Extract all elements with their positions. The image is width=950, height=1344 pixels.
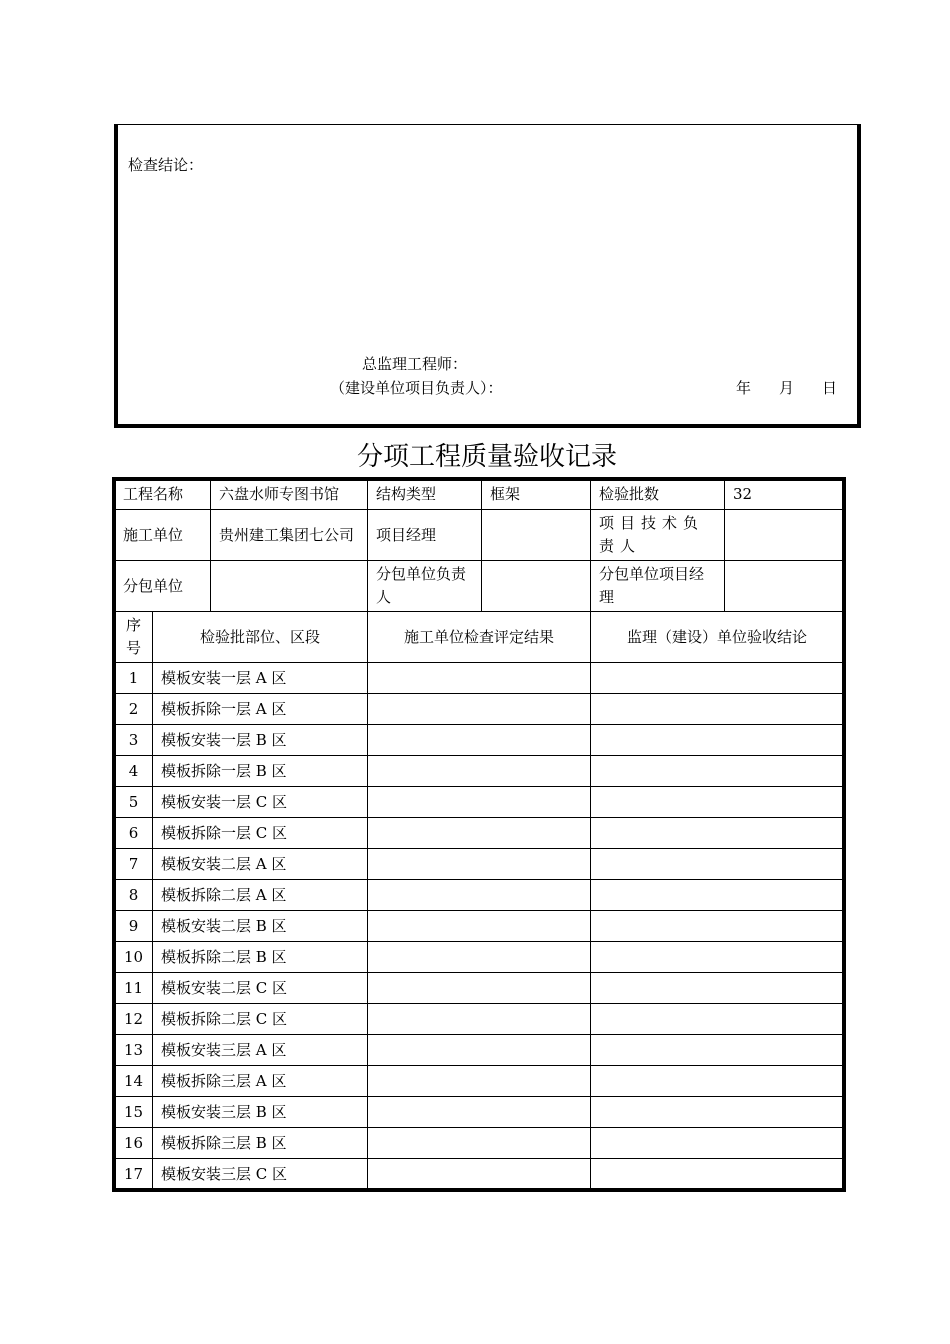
row-self-check [368, 1035, 591, 1066]
row-part: 模板安装二层 B 区 [153, 911, 368, 942]
row-part: 模板拆除三层 A 区 [153, 1066, 368, 1097]
row-self-check [368, 787, 591, 818]
row-supervision [591, 1097, 844, 1128]
row-number: 7 [115, 849, 153, 880]
subcontractor-lead-label: 分包单位负责人 [368, 561, 482, 612]
project-name-label: 工程名称 [115, 480, 211, 510]
project-name-value: 六盘水师专图书馆 [211, 480, 368, 510]
technical-lead-label: 项目技术负责人 [591, 510, 725, 561]
row-supervision [591, 942, 844, 973]
structure-type-value: 框架 [482, 480, 591, 510]
row-self-check [368, 1097, 591, 1128]
row-supervision [591, 787, 844, 818]
row-supervision [591, 849, 844, 880]
table-row [115, 756, 844, 787]
chief-engineer-label: 总监理工程师： [362, 355, 468, 373]
row-part: 模板安装一层 B 区 [153, 725, 368, 756]
row-supervision [591, 1159, 844, 1190]
row-number: 11 [115, 973, 153, 1004]
row-self-check [368, 1159, 591, 1190]
project-manager-label: 项目经理 [368, 510, 482, 561]
seq-header: 序号 [115, 612, 153, 663]
table-row [115, 880, 844, 911]
row-part: 模板拆除一层 B 区 [153, 756, 368, 787]
row-self-check [368, 849, 591, 880]
row-part: 模板拆除一层 C 区 [153, 818, 368, 849]
row-number: 6 [115, 818, 153, 849]
row-part: 模板安装三层 A 区 [153, 1035, 368, 1066]
row-self-check [368, 911, 591, 942]
self-check-header: 施工单位检查评定结果 [368, 612, 591, 663]
row-self-check [368, 725, 591, 756]
row-part: 模板安装二层 A 区 [153, 849, 368, 880]
row-self-check [368, 973, 591, 1004]
row-number: 16 [115, 1128, 153, 1159]
row-self-check [368, 1004, 591, 1035]
subcontractor-label: 分包单位 [115, 561, 211, 612]
supervision-header: 监理（建设）单位验收结论 [591, 612, 844, 663]
table-row [115, 1035, 844, 1066]
row-self-check [368, 1128, 591, 1159]
table-row [115, 911, 844, 942]
row-part: 模板拆除三层 B 区 [153, 1128, 368, 1159]
subcontractor-pm-label: 分包单位项目经理 [591, 561, 725, 612]
row-self-check [368, 663, 591, 694]
table-row [115, 973, 844, 1004]
row-number: 8 [115, 880, 153, 911]
day-label: 日 [821, 379, 837, 397]
month-label: 月 [778, 379, 794, 397]
column-header-row [115, 612, 844, 663]
project-manager-value [482, 510, 591, 561]
technical-lead-value [725, 510, 844, 561]
table-row [115, 942, 844, 973]
table-row [115, 1097, 844, 1128]
row-number: 12 [115, 1004, 153, 1035]
row-supervision [591, 725, 844, 756]
row-self-check [368, 818, 591, 849]
row-number: 1 [115, 663, 153, 694]
row-number: 2 [115, 694, 153, 725]
batch-count-label: 检验批数 [591, 480, 725, 510]
year-label: 年 [735, 379, 751, 397]
table-row [115, 787, 844, 818]
table-row [115, 663, 844, 694]
contractor-value: 贵州建工集团七公司 [211, 510, 368, 561]
row-supervision [591, 1128, 844, 1159]
info-row-subcontractor [115, 561, 844, 612]
row-supervision [591, 1004, 844, 1035]
table-row [115, 694, 844, 725]
row-number: 14 [115, 1066, 153, 1097]
row-part: 模板安装二层 C 区 [153, 973, 368, 1004]
row-self-check [368, 942, 591, 973]
row-part: 模板拆除二层 C 区 [153, 1004, 368, 1035]
row-supervision [591, 973, 844, 1004]
row-supervision [591, 1035, 844, 1066]
inspection-conclusion-box [114, 124, 861, 428]
table-row [115, 1128, 844, 1159]
table-row [115, 725, 844, 756]
row-self-check [368, 694, 591, 725]
table-row [115, 818, 844, 849]
subcontractor-value [211, 561, 368, 612]
row-supervision [591, 694, 844, 725]
row-self-check [368, 1066, 591, 1097]
info-row-project [115, 480, 844, 510]
row-supervision [591, 880, 844, 911]
row-part: 模板安装三层 B 区 [153, 1097, 368, 1128]
row-number: 9 [115, 911, 153, 942]
row-part: 模板拆除二层 B 区 [153, 942, 368, 973]
subcontractor-pm-value [725, 561, 844, 612]
table-row [115, 1066, 844, 1097]
subcontractor-lead-value [482, 561, 591, 612]
row-number: 3 [115, 725, 153, 756]
contractor-label: 施工单位 [115, 510, 211, 561]
row-self-check [368, 880, 591, 911]
row-number: 17 [115, 1159, 153, 1190]
table-row [115, 849, 844, 880]
row-number: 5 [115, 787, 153, 818]
row-number: 4 [115, 756, 153, 787]
row-part: 模板安装一层 C 区 [153, 787, 368, 818]
row-supervision [591, 663, 844, 694]
row-supervision [591, 818, 844, 849]
row-supervision [591, 911, 844, 942]
row-self-check [368, 756, 591, 787]
row-number: 10 [115, 942, 153, 973]
batch-rows [115, 663, 844, 1190]
row-supervision [591, 756, 844, 787]
batch-count-value: 32 [725, 480, 844, 510]
acceptance-record-table [114, 479, 844, 1190]
row-part: 模板拆除二层 A 区 [153, 880, 368, 911]
table-row [115, 1159, 844, 1190]
owner-representative-label: （建设单位项目负责人）： [330, 379, 503, 397]
table-row [115, 1004, 844, 1035]
page-title: 分项工程质量验收记录 [356, 442, 617, 472]
row-number: 15 [115, 1097, 153, 1128]
date-fields [736, 377, 837, 398]
part-header: 检验批部位、区段 [153, 612, 368, 663]
row-part: 模板拆除一层 A 区 [153, 694, 368, 725]
row-number: 13 [115, 1035, 153, 1066]
info-row-contractor [115, 510, 844, 561]
conclusion-label: 检查结论： [128, 156, 204, 174]
row-part: 模板安装三层 C 区 [153, 1159, 368, 1190]
structure-type-label: 结构类型 [368, 480, 482, 510]
row-supervision [591, 1066, 844, 1097]
row-part: 模板安装一层 A 区 [153, 663, 368, 694]
